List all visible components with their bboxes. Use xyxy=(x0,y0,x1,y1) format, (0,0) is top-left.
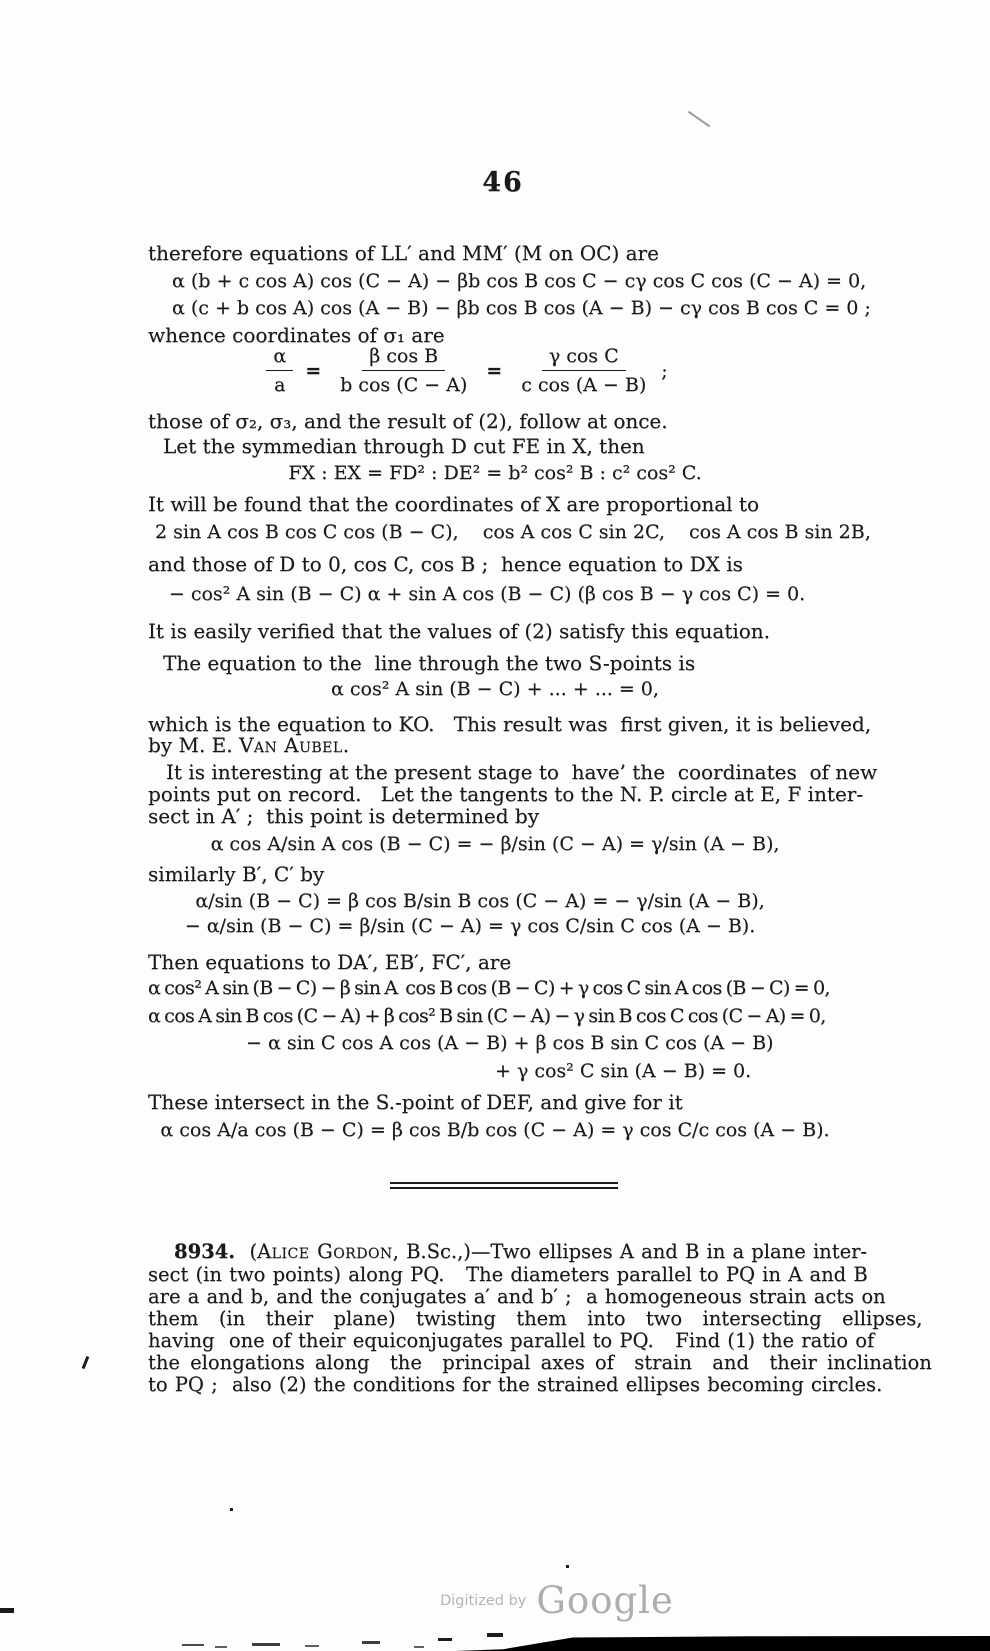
problem-author: Alice Gordon xyxy=(257,1240,393,1263)
digitized-by-label: Digitized by xyxy=(440,1592,527,1609)
text-line: points put on record. Let the tangents to the N. P. circle at E, F inter- xyxy=(148,782,864,806)
ink-speck xyxy=(305,1645,319,1647)
author-name: Van Aubel xyxy=(238,733,343,757)
section-divider xyxy=(390,1182,618,1189)
google-logo: Google xyxy=(536,1579,674,1622)
problem-line: sect (in two points) along PQ. The diameters parallel to PQ in A and B xyxy=(148,1263,868,1286)
text-line: whence coordinates of σ₁ are xyxy=(148,323,445,347)
fraction: $\frac{\text{β cos B}}{\text{b cos (C − A)}}$ xyxy=(340,345,468,396)
problem-line: are a and b, and the conjugates a′ and b′ ; a homogeneous strain acts on xyxy=(148,1285,886,1308)
text-line: those of σ₂, σ₃, and the result of (2), follow at once. xyxy=(148,409,668,433)
problem-number: 8934. xyxy=(174,1240,236,1263)
ink-speck xyxy=(252,1643,280,1646)
edge-mark xyxy=(0,1608,14,1613)
text-line: Then equations to DA′, EB′, FC′, are xyxy=(148,950,512,974)
margin-slash-artifact xyxy=(82,1356,89,1369)
text-line: Let the symmedian through D cut FE in X, then xyxy=(163,434,645,458)
ink-speck xyxy=(215,1646,227,1648)
equation-line: 2 sin A cos B cos C cos (B − C), cos A cos C sin 2C, cos A cos B sin 2B, xyxy=(155,521,871,543)
text-line: It is easily verified that the values of (2) satisfy this equation. xyxy=(148,619,771,643)
text-line: The equation to the line through the two S-points is xyxy=(163,651,696,675)
equation-sigma1-fractions xyxy=(0,345,962,396)
equals-sign: = xyxy=(486,359,503,382)
text-line: similarly B′, C′ by xyxy=(148,862,325,886)
ink-speck xyxy=(438,1638,452,1641)
fraction: $\frac{\alpha}{a}$ xyxy=(266,345,293,396)
ink-speck xyxy=(414,1646,424,1648)
problem-line: the elongations along the principal axes of strain and their inclination xyxy=(148,1351,932,1374)
ink-speck xyxy=(566,1565,569,1568)
text-line: and those of D to 0, cos C, cos B ; hence equation to DX is xyxy=(148,552,743,576)
problem-line: to PQ ; also (2) the conditions for the strained ellipses becoming circles. xyxy=(148,1373,883,1396)
equation-line: − α/sin (B − C) = β/sin (C − A) = γ cos C/sin C cos (A − B). xyxy=(184,915,756,937)
text-line: sect in A′ ; this point is determined by xyxy=(148,804,540,828)
fraction: $\frac{\text{γ cos C}}{\text{c cos (A − B)}}$ xyxy=(521,345,647,396)
equation-line: α cos² A sin (B − C) + ... + ... = 0, xyxy=(331,678,659,700)
scan-edge-bar xyxy=(455,1636,990,1651)
equation-line: − cos² A sin (B − C) α + sin A cos (B − C) (β cos B − γ cos C) = 0. xyxy=(168,583,806,605)
text-line: which is the equation to KO. This result was first given, it is believed, xyxy=(148,712,872,736)
scan-artifact xyxy=(688,111,710,128)
ink-speck xyxy=(230,1508,233,1511)
punctuation: ; xyxy=(661,359,668,382)
equation-line: α cos A/sin A cos (B − C) = − β/sin (C − A) = γ/sin (A − B), xyxy=(210,833,780,855)
ink-speck xyxy=(487,1633,503,1637)
ink-speck xyxy=(182,1644,204,1646)
text-line: These intersect in the S.-point of DEF, and give for it xyxy=(148,1090,683,1114)
text-line: It will be found that the coordinates of X are proportional to xyxy=(148,492,760,516)
text-line: It is interesting at the present stage to have’ the coordinates of new xyxy=(166,760,878,784)
digitization-watermark xyxy=(62,1579,990,1622)
problem-line: them (in their plane) twisting them into two intersecting ellipses, xyxy=(148,1307,923,1330)
equation-line: α/sin (B − C) = β cos B/sin B cos (C − A) = − γ/sin (A − B), xyxy=(195,890,765,912)
equation-line: α (b + c cos A) cos (C − A) − βb cos B cos C − cγ cos C cos (C − A) = 0, xyxy=(172,270,867,292)
equation-line: α (c + b cos A) cos (A − B) − βb cos B cos (A − B) − cγ cos B cos C = 0 ; xyxy=(172,297,871,319)
ink-speck xyxy=(362,1641,380,1644)
equation-line: + γ cos² C sin (A − B) = 0. xyxy=(495,1060,752,1082)
equals-sign: = xyxy=(305,359,322,382)
equation-line: α cos A/a cos (B − C) = β cos B/b cos (C − A) = γ cos C/c cos (A − B). xyxy=(160,1119,830,1141)
equation-line: α cos A sin B cos (C − A) + β cos² B sin (C − A) − γ sin B cos C cos (C − A) = 0, xyxy=(148,1005,826,1027)
attribution-line: by M. E. Van Aubel. xyxy=(148,733,350,757)
page-number: 46 xyxy=(482,167,524,198)
equation-line: − α sin C cos A cos (A − B) + β cos B sin C cos (A − B) xyxy=(246,1032,774,1054)
problem-line: having one of their equiconjugates parallel to PQ. Find (1) the ratio of xyxy=(148,1329,875,1352)
text-line: therefore equations of LL′ and MM′ (M on OC) are xyxy=(148,241,659,265)
problem-heading-line: 8934. (Alice Gordon, B.Sc.,)—Two ellipses A and B in a plane inter- xyxy=(174,1240,868,1263)
equation-line: α cos² A sin (B − C) − β sin A cos B cos (B − C) + γ cos C sin A cos (B − C) = 0, xyxy=(148,977,830,999)
equation-line: FX : EX = FD² : DE² = b² cos² B : c² cos² C. xyxy=(288,462,702,484)
